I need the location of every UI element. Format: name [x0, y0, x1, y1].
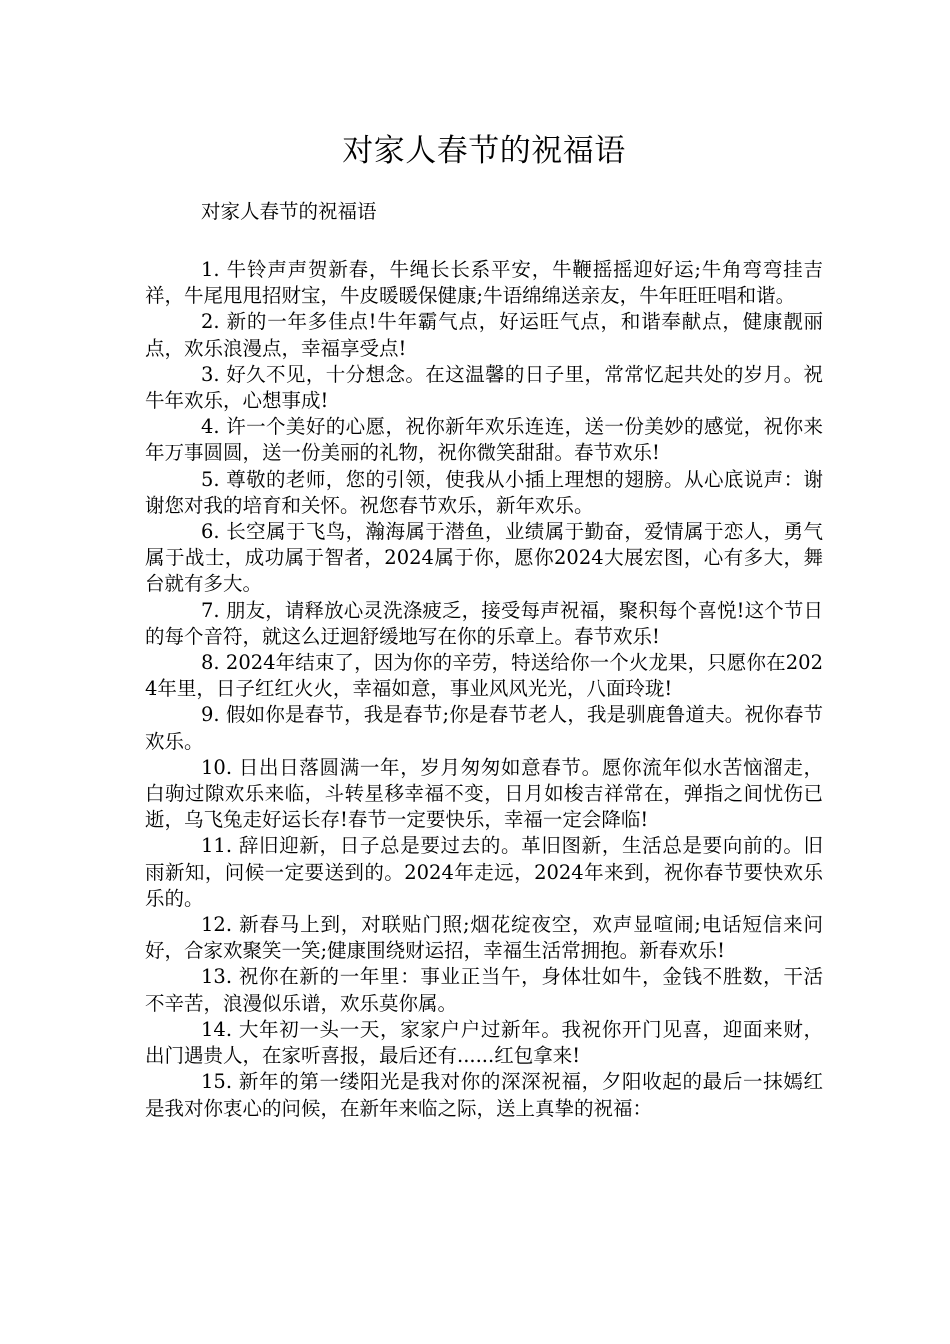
greeting-item-5: 5. 尊敬的老师，您的引领，使我从小插上理想的翅膀。从心底说声：谢谢您对我的培育和关怀。祝您春节欢乐，新年欢乐。 [145, 467, 823, 517]
greeting-item-6: 6. 长空属于飞鸟，瀚海属于潜鱼，业绩属于勤奋，爱情属于恋人，勇气属于战士，成功属于智者，2024属于你，愿你2024大展宏图，心有多大，舞台就有多大。 [145, 520, 823, 596]
greeting-item-8: 8. 2024年结束了，因为你的辛劳，特送给你一个火龙果，只愿你在2024年里，日子红红火火，幸福如意，事业风风光光，八面玲珑! [145, 651, 823, 701]
greeting-item-7: 7. 朋友，请释放心灵洗涤疲乏，接受每声祝福，聚积每个喜悦!这个节日的每个音符，就这么迂迴舒缓地写在你的乐章上。春节欢乐! [145, 598, 823, 648]
document-title: 对家人春节的祝福语 [342, 133, 626, 169]
greeting-item-10: 10. 日出日落圆满一年，岁月匆匆如意春节。愿你流年似水苦恼溜走，白驹过隙欢乐来临，斗转星移幸福不变，日月如梭吉祥常在，弹指之间忧伤已逝，乌飞兔走好运长存!春节一定要快乐，幸福一定会降临! [145, 755, 823, 832]
greeting-item-11: 11. 辞旧迎新，日子总是要过去的。革旧图新，生活总是要向前的。旧雨新知，问候一定要送到的。2024年走远，2024年来到，祝你春节要快欢乐乐的。 [145, 834, 823, 910]
document-page [145, 125, 823, 1122]
document-subtitle: 对家人春节的祝福语 [201, 200, 377, 223]
greeting-list [145, 257, 823, 1122]
greeting-item-12: 12. 新春马上到，对联贴门照;烟花绽夜空，欢声显喧闹;电话短信来问好，合家欢聚笑一笑;健康围绕财运招，幸福生活常拥抱。新春欢乐! [145, 913, 823, 963]
greeting-item-2: 2. 新的一年多佳点!牛年霸气点，好运旺气点，和谐奉献点，健康靓丽点，欢乐浪漫点，幸福享受点! [145, 310, 823, 360]
greeting-item-13: 13. 祝你在新的一年里：事业正当午，身体壮如牛，金钱不胜数，干活不辛苦，浪漫似乐谱，欢乐莫你属。 [145, 965, 823, 1015]
greeting-item-1: 1. 牛铃声声贺新春，牛绳长长系平安，牛鞭摇摇迎好运;牛角弯弯挂吉祥，牛尾甩甩招财宝，牛皮暖暖保健康;牛语绵绵送亲友，牛年旺旺唱和谐。 [145, 258, 823, 308]
greeting-item-14: 14. 大年初一头一天，家家户户过新年。我祝你开门见喜，迎面来财，出门遇贵人，在家听喜报，最后还有......红包拿来! [145, 1017, 823, 1068]
greeting-item-9: 9. 假如你是春节，我是春节;你是春节老人，我是驯鹿鲁道夫。祝你春节欢乐。 [145, 703, 823, 753]
greeting-item-4: 4. 许一个美好的心愿，祝你新年欢乐连连，送一份美妙的感觉，祝你来年万事圆圆，送一份美丽的礼物，祝你微笑甜甜。春节欢乐! [145, 415, 823, 465]
greeting-item-3: 3. 好久不见，十分想念。在这温馨的日子里，常常忆起共处的岁月。祝牛年欢乐，心想事成! [145, 362, 823, 413]
greeting-item-15: 15. 新年的第一缕阳光是我对你的深深祝福，夕阳收起的最后一抹嫣红是我对你衷心的问候，在新年来临之际，送上真挚的祝福： [145, 1070, 823, 1120]
